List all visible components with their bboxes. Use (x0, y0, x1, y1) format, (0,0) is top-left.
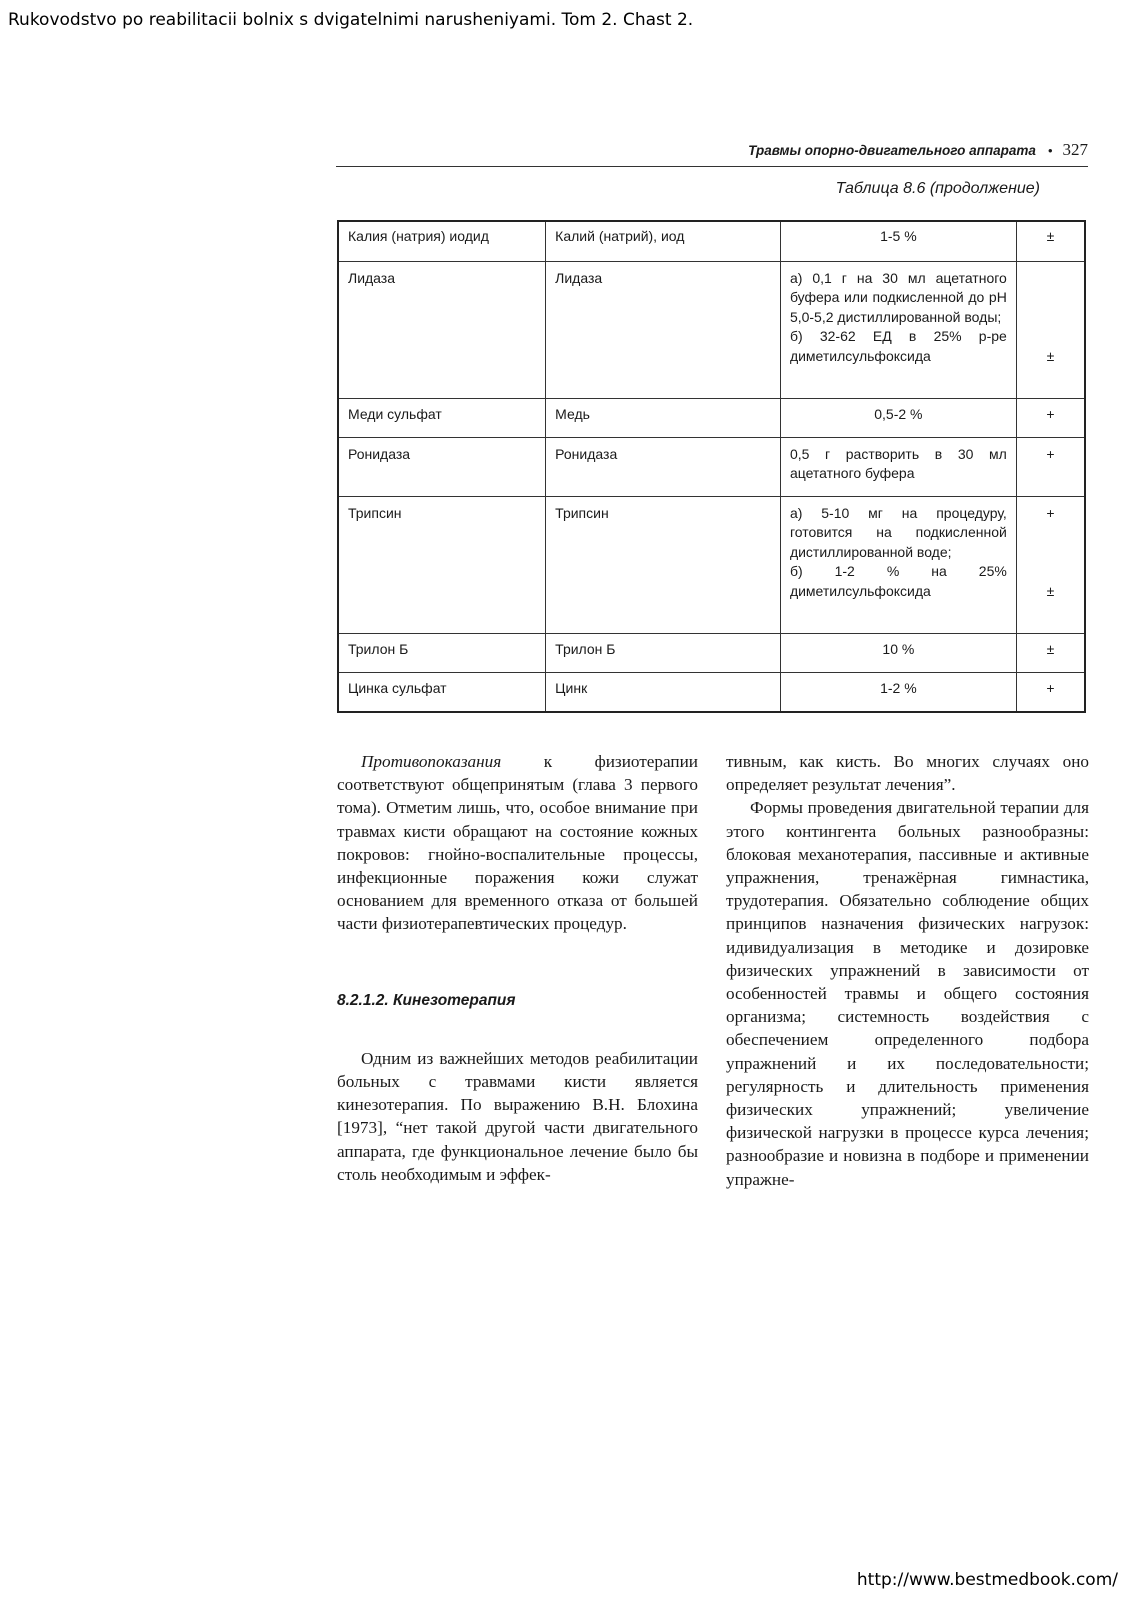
table-row (338, 221, 1085, 261)
concentration-cell (780, 261, 1016, 398)
active-ion-cell: Лидаза (546, 261, 781, 398)
concentration-cell: 0,5 г растворить в 30 мл ацетатного буфера (780, 437, 1016, 496)
active-ion-cell: Ронидаза (546, 437, 781, 496)
section-heading: 8.2.1.2. Кинезотерапия (337, 991, 516, 1009)
concentration-cell: 1-5 % (780, 221, 1016, 261)
polarity-cell: + (1016, 398, 1085, 437)
table-row (338, 672, 1085, 712)
concentration-cell: 1-2 % (780, 672, 1016, 712)
kinesiotherapy-paragraph: Одним из важнейших методов реабилитации больных с травмами кисти является кинезотерапия. По выражению В.Н. Блохина [1973], “нет такой другой части двигательного аппарата, где функциональное лечение было бы столь необходимым и эффек- (337, 1048, 698, 1184)
source-url: http://www.bestmedbook.com/ (856, 1570, 1118, 1590)
concentration-option-a: а) 0,1 г на 30 мл ацетатного буфера или подкисленной до рН 5,0-5,2 дистиллированной воды; (789, 269, 1007, 325)
running-head-title: Травмы опорно-двигательного аппарата (748, 143, 1036, 158)
polarity-sign: ± (1046, 582, 1055, 599)
left-text-column (337, 750, 698, 1186)
contraindications-paragraph (337, 750, 698, 936)
polarity-sign: ± (1046, 347, 1055, 364)
table-row (338, 261, 1085, 398)
concentration-cell: 0,5-2 % (780, 398, 1016, 437)
table-row (338, 633, 1085, 672)
drug-name-cell: Меди сульфат (338, 398, 546, 437)
polarity-cell (1016, 496, 1085, 633)
concentration-option-a: а) 5-10 мг на процедуру, готовится на подкисленной дистиллированной воде; (789, 504, 1007, 560)
polarity-cell: + (1016, 672, 1085, 712)
polarity-cell: + (1016, 437, 1085, 496)
concentration-option-b: б) 32-62 ЕД в 25% р-ре диметилсульфоксида (789, 328, 1007, 364)
continued-paragraph: тивным, как кисть. Во многих случаях оно определяет результат лечения”. (726, 752, 1089, 795)
therapy-forms-paragraph: Формы проведения двигательной терапии для этого контингента больных разнообразны: блоковая механотерапия, пассивные и активные упражнения, тренажёрная гимнастика, трудотерапия. Обязательно соблюдение общих принципов назначения физических нагрузок: идивидуализация в методике и дозировке физических упражнений в зависимости от особенностей травмы и общего состояния организма; системность воздействия с обеспечением определенного подбора упражнений и их последовательности; регулярность и длительность применения физических упражнений; увеличение физической нагрузки в процессе курса лечения; разнообразие и новизна в подборе и применении упражне- (726, 798, 1089, 1189)
active-ion-cell: Трилон Б (546, 633, 781, 672)
concentration-cell (780, 496, 1016, 633)
bullet-icon: • (1047, 143, 1053, 158)
page-number: 327 (1062, 140, 1088, 159)
contraindications-text: к физиотерапии соответствуют общепринятым (глава 3 первого тома). Отметим лишь, что, особое внимание при травмах кисти обращают на состояние кожных покровов: гнойно-воспалительные процессы, инфекционные поражения кожи служат основанием для временного отказа от большей части физиотерапевтических процедур. (337, 752, 698, 934)
polarity-cell (1016, 261, 1085, 398)
active-ion-cell: Трипсин (546, 496, 781, 633)
running-head (336, 140, 1088, 167)
drug-name-cell: Калия (натрия) иодид (338, 221, 546, 261)
drug-table (337, 220, 1086, 713)
active-ion-cell: Калий (натрий), иод (546, 221, 781, 261)
active-ion-cell: Медь (546, 398, 781, 437)
drug-name-cell: Трипсин (338, 496, 546, 633)
polarity-cell: ± (1016, 221, 1085, 261)
document-title: Rukovodstvo po reabilitacii bolnix s dvigatelnimi narusheniyami. Tom 2. Chast 2. (8, 10, 694, 30)
table-row (338, 398, 1085, 437)
drug-name-cell: Ронидаза (338, 437, 546, 496)
drug-name-cell: Лидаза (338, 261, 546, 398)
polarity-cell: ± (1016, 633, 1085, 672)
concentration-option-b: б) 1-2 % на 25% диметилсульфоксида (789, 563, 1007, 599)
drug-name-cell: Цинка сульфат (338, 672, 546, 712)
active-ion-cell: Цинк (546, 672, 781, 712)
table-caption: Таблица 8.6 (продолжение) (835, 180, 1040, 197)
polarity-sign: + (1046, 504, 1055, 521)
table-row (338, 437, 1085, 496)
drug-name-cell: Трилон Б (338, 633, 546, 672)
contraindications-term: Противопоказания (361, 752, 502, 771)
concentration-cell: 10 % (780, 633, 1016, 672)
right-text-column (726, 750, 1089, 1191)
table-row (338, 496, 1085, 633)
